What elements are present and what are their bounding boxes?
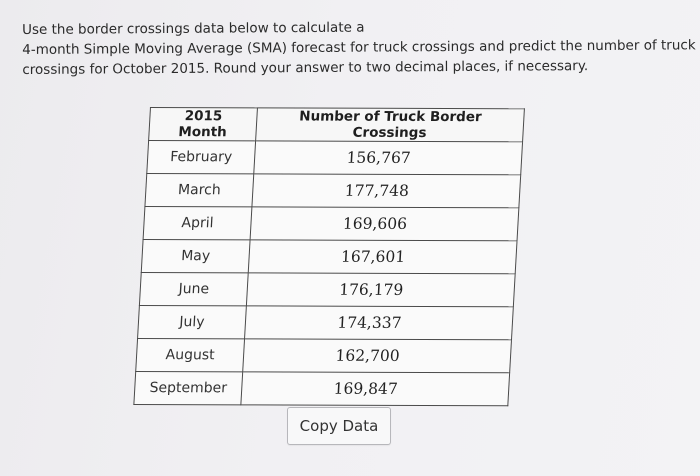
border-crossings-table-container xyxy=(133,107,525,406)
header-crossings: Number of Truck Border Crossings xyxy=(256,108,525,142)
table-header-row xyxy=(149,108,525,142)
month-cell: March xyxy=(145,174,254,207)
crossings-cell: 169,847 xyxy=(241,372,510,406)
table-row xyxy=(138,306,514,340)
table-row xyxy=(143,207,519,241)
table-row xyxy=(147,141,523,175)
month-cell: September xyxy=(134,372,243,405)
question-text xyxy=(22,15,696,80)
copy-data-button[interactable]: Copy Data xyxy=(287,407,391,445)
month-cell: June xyxy=(139,273,248,306)
question-line-2: 4-month Simple Moving Average (SMA) forecast for truck crossings and predict the number of truck xyxy=(22,37,696,58)
table-row xyxy=(145,174,521,208)
header-month: 2015 Month xyxy=(149,108,258,141)
crossings-cell: 174,337 xyxy=(245,306,514,340)
border-crossings-table xyxy=(133,107,525,406)
crossings-cell: 156,767 xyxy=(254,141,523,175)
month-cell: August xyxy=(136,339,245,372)
crossings-cell: 167,601 xyxy=(248,240,517,274)
table-row xyxy=(136,339,512,373)
crossings-cell: 177,748 xyxy=(252,174,521,208)
month-cell: May xyxy=(141,240,250,273)
month-cell: February xyxy=(147,141,256,174)
month-cell: July xyxy=(138,306,247,339)
crossings-cell: 176,179 xyxy=(246,273,515,307)
table-row xyxy=(134,372,510,406)
crossings-cell: 169,606 xyxy=(250,207,519,241)
question-line-1: Use the border crossings data below to calculate a xyxy=(22,19,365,38)
month-cell: April xyxy=(143,207,252,240)
table-row xyxy=(139,273,515,307)
table-row xyxy=(141,240,517,274)
crossings-cell: 162,700 xyxy=(243,339,512,373)
question-line-3: crossings for October 2015. Round your answer to two decimal places, if necessary. xyxy=(22,58,589,78)
